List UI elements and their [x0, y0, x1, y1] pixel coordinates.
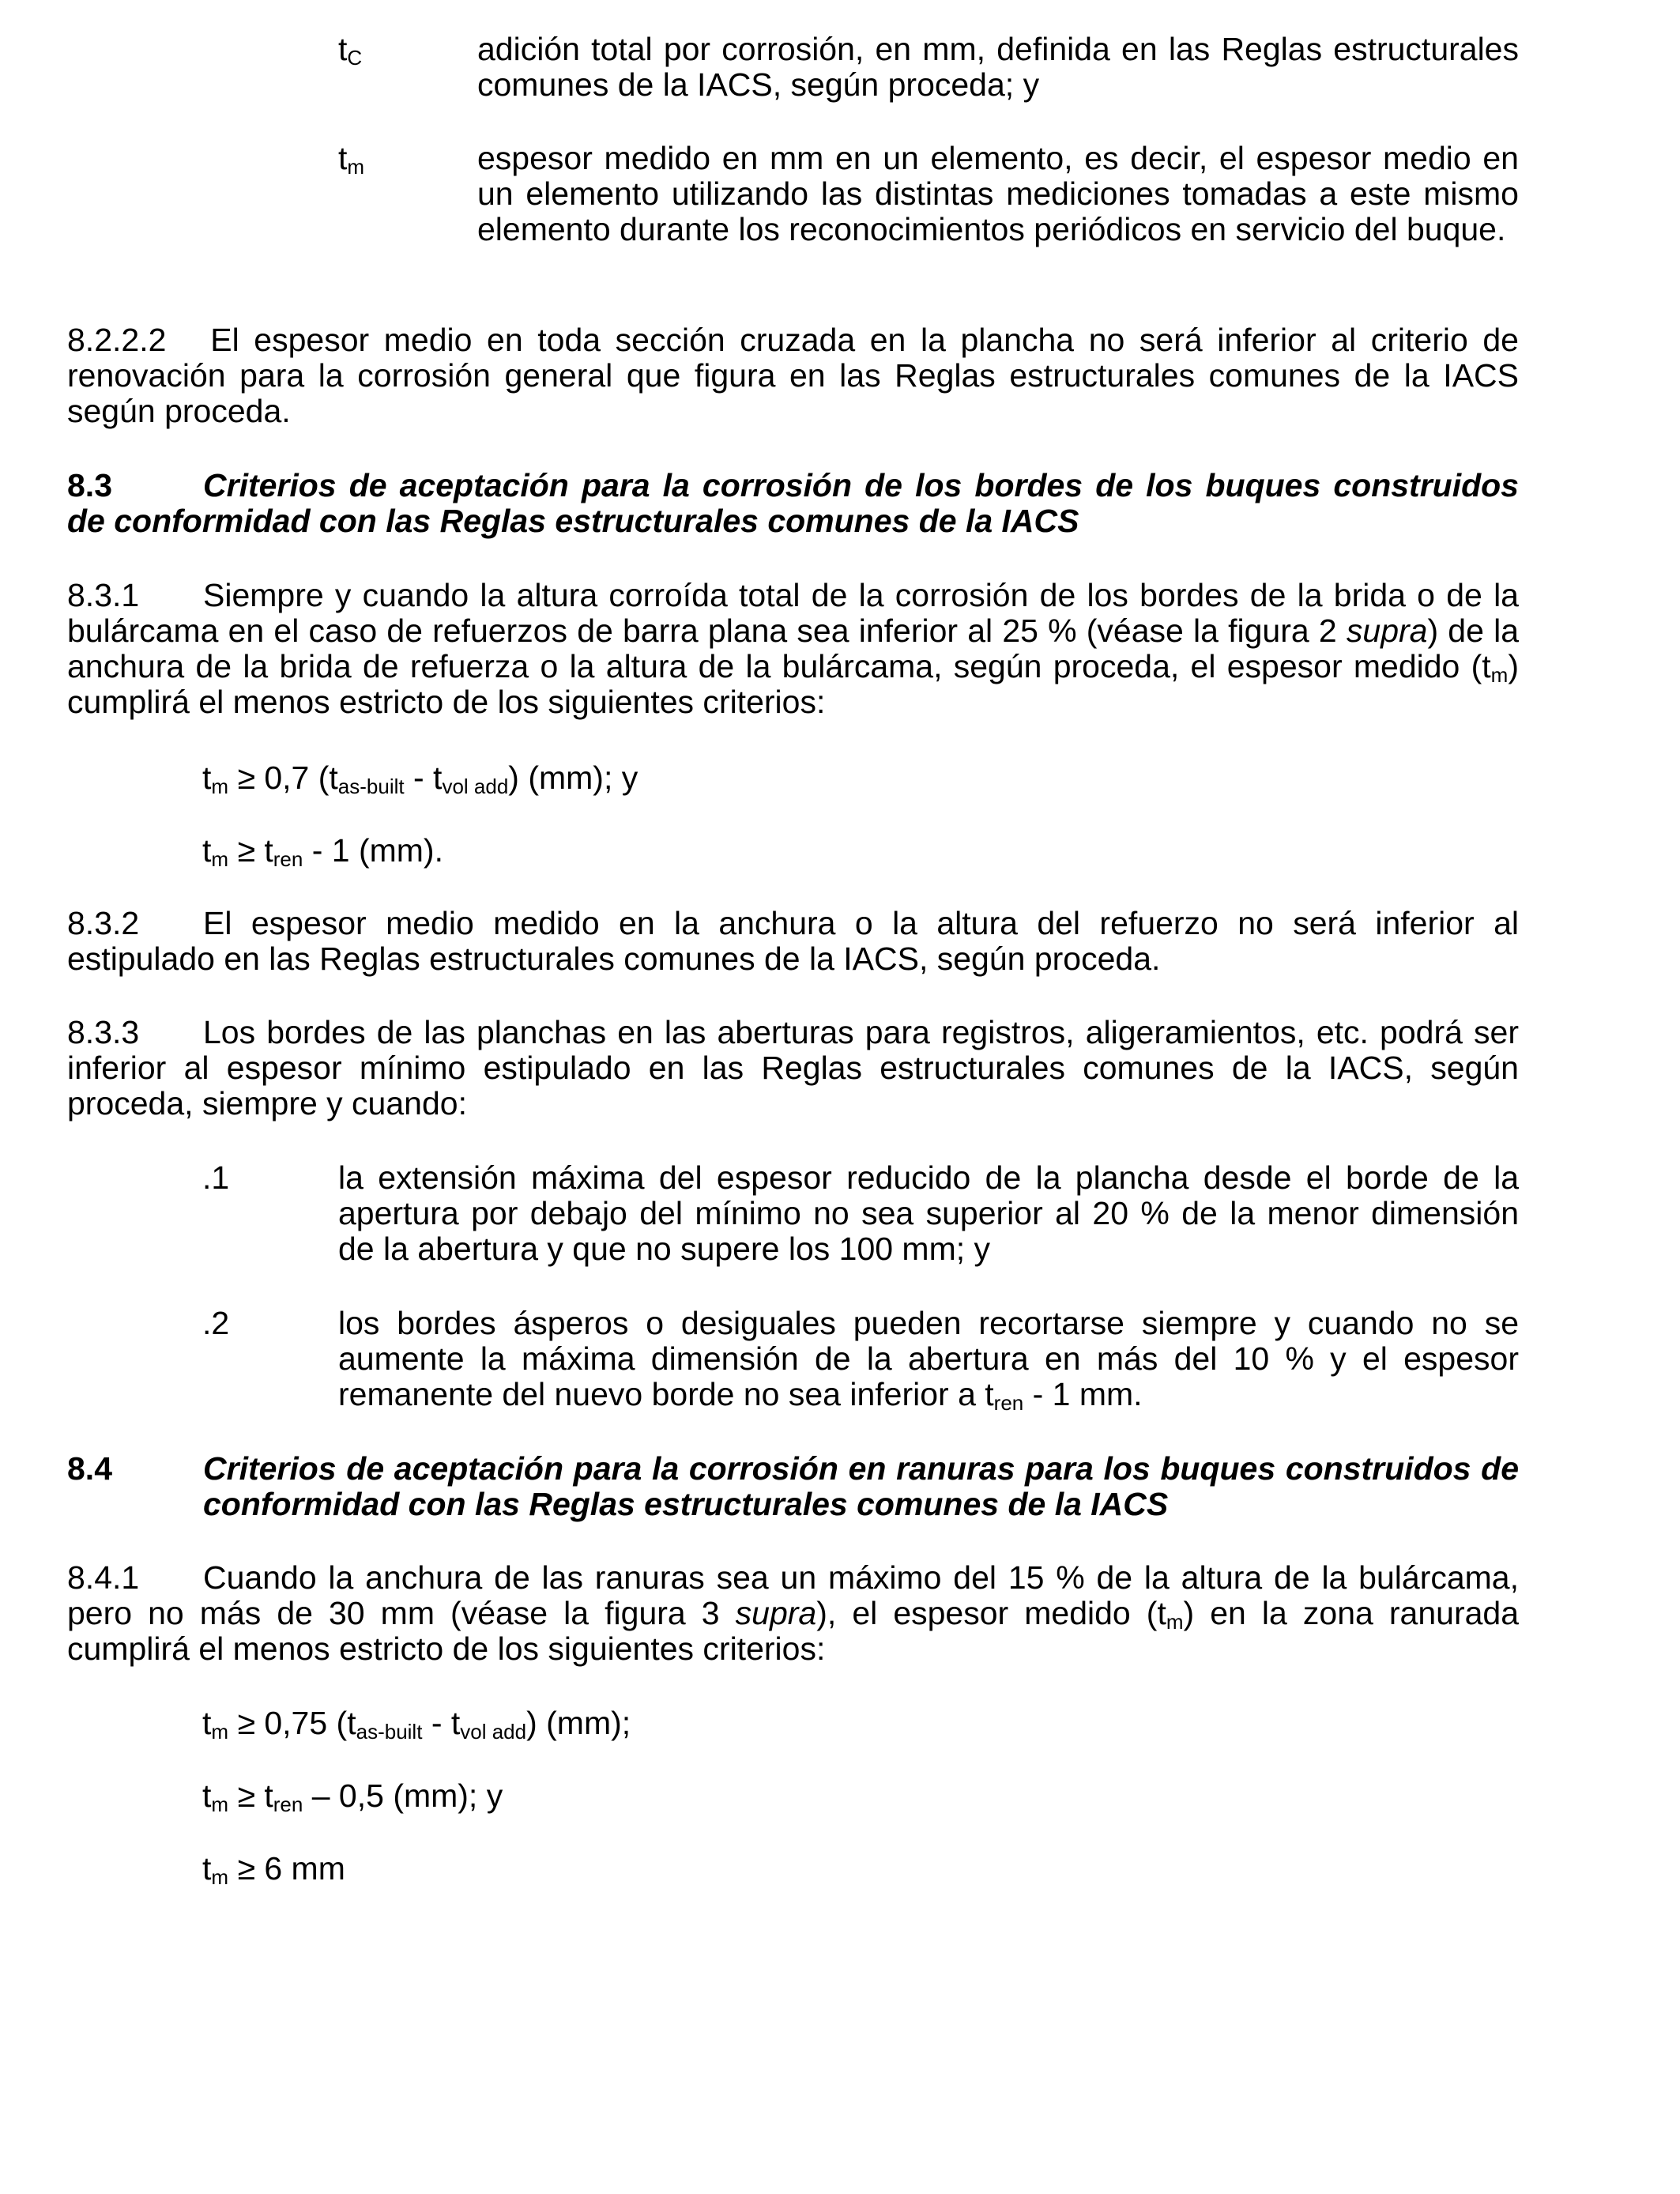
paragraph-number: 8.2.2.2: [67, 322, 167, 358]
paragraph-8-3-3: [67, 1015, 1519, 1122]
formula-8-4-1-a: $t_m \ge 0,75$ $(t_{as-built} - t_{vol add})$ (mm);: [202, 1705, 631, 1744]
section-title: Criterios de aceptación para la corrosión en ranuras para los buques construidos de conformidad con las Reglas estructurales comunes de la IACS: [203, 1450, 1519, 1522]
supra-italic: supra: [735, 1595, 817, 1631]
paragraph-text: El espesor medio medido en la anchura o la altura del refuerzo no será inferior al estipulado en las Reglas estructurales comunes de la IACS, según proceda.: [67, 905, 1519, 977]
list-marker: .1: [202, 1159, 230, 1196]
paragraph-8-3-2: [67, 906, 1519, 977]
formula-8-4-1-b: $t_m \ge t_{ren} - 0,5$ (mm); y: [202, 1777, 503, 1816]
paragraph-text: ) cumplirá el menos estricto de los siguientes criterios:: [67, 648, 1519, 720]
definition-text: adición total por corrosión, en mm, definida en las Reglas estructurales comunes de la IACS, según proceda; y: [477, 31, 1519, 103]
paragraph-text: Siempre y cuando la altura corroída total de la corrosión de los bordes de la brida o de la bulárcama en el caso de refuerzos de barra plana sea inferior al 25 % (véase la figura 2: [67, 577, 1519, 649]
supra-italic: supra: [1346, 613, 1428, 649]
subscript: m: [1490, 663, 1509, 687]
paragraph-text: ), el espesor medido (t: [816, 1595, 1166, 1631]
paragraph-8-2-2-2: [67, 322, 1519, 429]
definition-text: espesor medido en mm en un elemento, es decir, el espesor medio en un elemento utilizando las distintas mediciones tomadas a este mismo elemento durante los reconocimientos periódicos en servicio del buque.: [477, 140, 1519, 247]
subscript: m: [1166, 1610, 1184, 1634]
paragraph-text: Los bordes de las planchas en las aberturas para registros, aligeramientos, etc. podrá ser inferior al espesor mínimo estipulado en las Reglas estructurales comunes de la IACS, según proceda, siempre y cuando:: [67, 1014, 1519, 1122]
list-item-text: la extensión máxima del espesor reducido de la plancha desde el borde de la apertura por debajo del mínimo no sea superior al 20 % de la menor dimensión de la abertura y que no supere los 100 mm; y: [338, 1159, 1519, 1267]
paragraph-text: El espesor medio en toda sección cruzada en la plancha no será inferior al criterio de renovación para la corrosión general que figura en las Reglas estructurales comunes de la IACS según proceda.: [67, 322, 1519, 429]
section-number: 8.3: [67, 467, 112, 503]
section-heading-8-3: [67, 468, 1519, 539]
paragraph-number: 8.3.3: [67, 1014, 140, 1050]
section-number: 8.4: [67, 1450, 112, 1487]
paragraph-number: 8.4.1: [67, 1559, 140, 1596]
section-title: Criterios de aceptación para la corrosión de los bordes de los buques construidos de conformidad con las Reglas estructurales comunes de la IACS: [67, 467, 1519, 539]
list-marker: .2: [202, 1305, 230, 1341]
paragraph-8-4-1: [67, 1560, 1519, 1667]
formula-8-3-1-b: $t_m \ge t_{ren} - 1$ (mm).: [202, 832, 443, 871]
paragraph-text: ) en la zona ranurada cumplirá el menos estricto de los siguientes criterios:: [67, 1595, 1520, 1667]
formula-8-3-1-a: $t_m \ge 0,7$ $(t_{as-built} - t_{vol add})$ (mm); y: [202, 760, 638, 798]
paragraph-text: Cuando la anchura de las ranuras sea un máximo del 15 % de la altura de la bulárcama, pero no más de 30 mm (véase la figura 3: [67, 1559, 1519, 1631]
paragraph-text: ) de la anchura de la brida de refuerza o la altura de la bulárcama, según proceda, el espesor medido (t: [67, 613, 1520, 684]
paragraph-number: 8.3.1: [67, 577, 140, 613]
paragraph-number: 8.3.2: [67, 905, 140, 941]
formula-8-4-1-c: $t_m \ge 6$ mm: [202, 1850, 345, 1889]
definition-symbol: $t_C$: [338, 31, 363, 70]
paragraph-8-3-1: [67, 578, 1519, 720]
definition-symbol: $t_m$: [338, 140, 365, 179]
list-item-text: los bordes ásperos o desiguales pueden recortarse siempre y cuando no se aumente la máxima dimensión de la abertura en más del 10 % y el espesor remanente del nuevo borde no sea inferior a $t_{ren} - 1$ mm.: [338, 1305, 1519, 1415]
